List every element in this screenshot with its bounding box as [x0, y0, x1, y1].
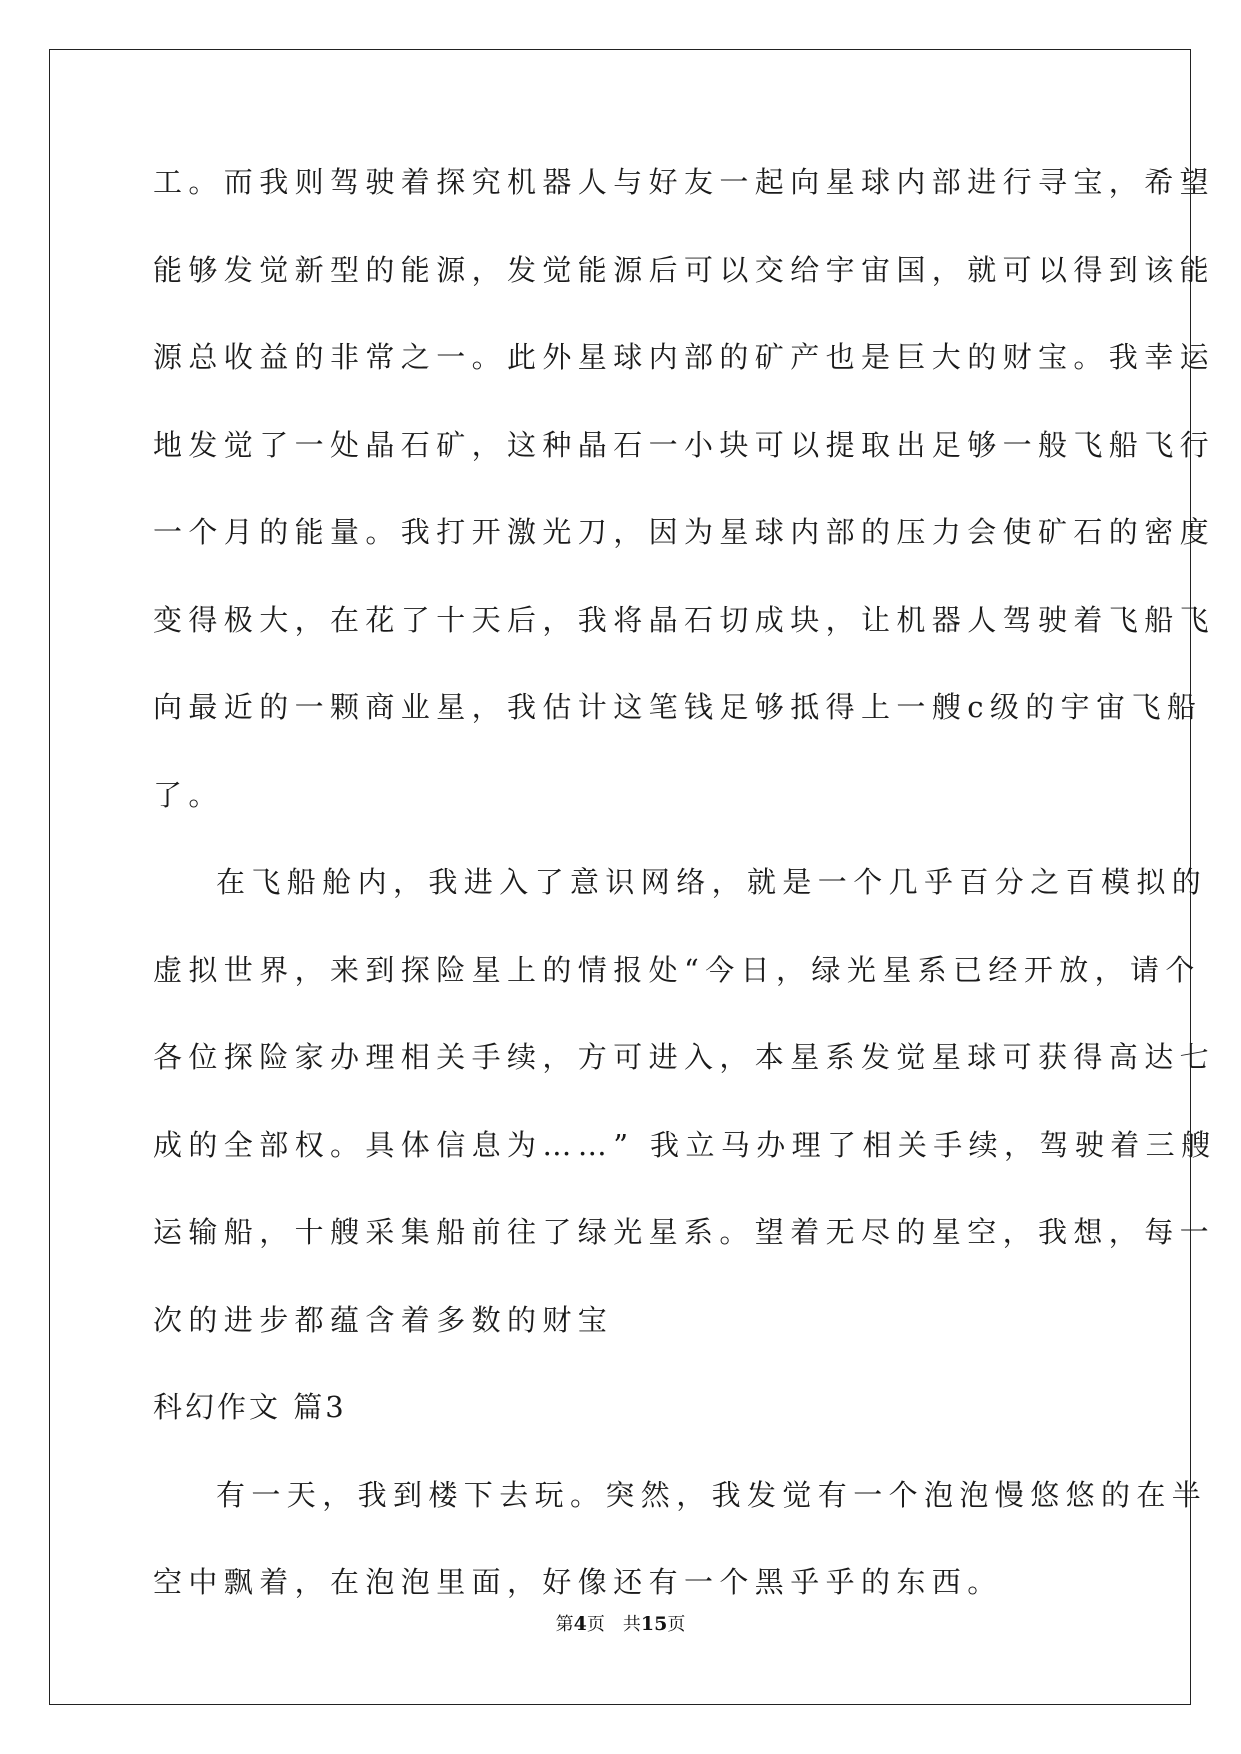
body-line: 虚拟世界，来到探险星上的情报处“今日，绿光星系已经开放，请个: [153, 952, 1201, 987]
body-line: 成的全部权。具体信息为……” 我立马办理了相关手续，驾驶着三艘: [153, 1127, 1217, 1162]
body-line: 一个月的能量。我打开激光刀，因为星球内部的压力会使矿石的密度: [153, 515, 1216, 549]
paragraph-first-line: 有一天，我到楼下去玩。突然，我发觉有一个泡泡慢悠悠的在半: [216, 1477, 1208, 1512]
body-line: 了。: [153, 777, 224, 812]
body-line: 能够发觉新型的能源，发觉能源后可以交给宇宙国，就可以得到该能: [153, 252, 1216, 287]
total-prefix: 共: [622, 1614, 641, 1635]
document-body: [153, 160, 1217, 1648]
paragraph-first-line: 在飞船舱内，我进入了意识网络，就是一个几乎百分之百模拟的: [216, 865, 1208, 899]
body-line: 运输船，十艘采集船前往了绿光星系。望着无尽的星空，我想，每一: [153, 1215, 1216, 1249]
page-unit: 页: [586, 1614, 605, 1635]
body-line: 向最近的一颗商业星，我估计这笔钱足够抵得上一艘c级的宇宙飞船: [153, 690, 1203, 724]
page-footer: [0, 1612, 1241, 1637]
body-line: 工。而我则驾驶着探究机器人与好友一起向星球内部进行寻宝，希望: [153, 165, 1216, 199]
body-line: 变得极大，在花了十天后，我将晶石切成块，让机器人驾驶着飞船飞: [153, 602, 1216, 637]
page-prefix: 第: [555, 1614, 574, 1635]
section-heading: 科幻作文 篇3: [153, 1390, 347, 1424]
body-line: 空中飘着，在泡泡里面，好像还有一个黑乎乎的东西。: [153, 1565, 1003, 1599]
body-line: 各位探险家办理相关手续，方可进入，本星系发觉星球可获得高达七: [153, 1040, 1216, 1074]
current-page-number: 4: [573, 1613, 587, 1635]
body-line: 地发觉了一处晶石矿，这种晶石一小块可以提取出足够一般飞船飞行: [153, 427, 1216, 462]
total-unit: 页: [667, 1614, 686, 1635]
body-line: 源总收益的非常之一。此外星球内部的矿产也是巨大的财宝。我幸运: [153, 340, 1216, 374]
body-line: 次的进步都蕴含着多数的财宝: [153, 1302, 614, 1337]
total-page-count: 15: [640, 1613, 668, 1635]
